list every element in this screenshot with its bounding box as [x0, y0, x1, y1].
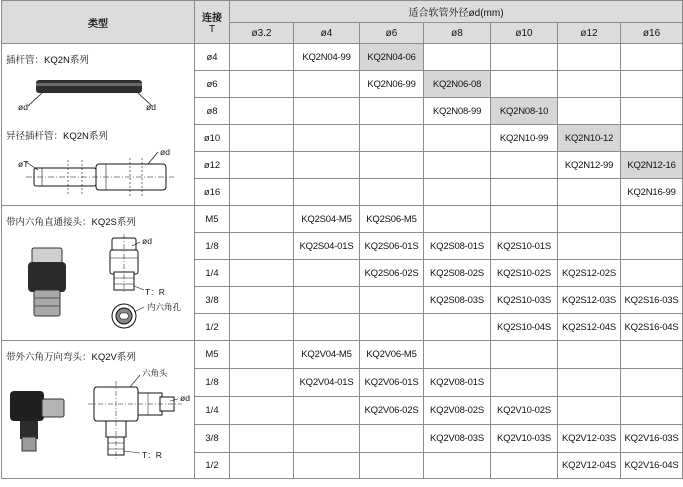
- empty-cell: [491, 71, 558, 98]
- part-number-cell: KQ2S12-03S: [558, 287, 621, 314]
- empty-cell: [621, 369, 683, 397]
- empty-cell: [491, 341, 558, 369]
- empty-cell: [491, 206, 558, 233]
- empty-cell: [230, 206, 294, 233]
- part-number-cell: KQ2N08-99: [424, 98, 491, 125]
- empty-cell: [558, 98, 621, 125]
- dimension-label: ød: [142, 236, 152, 246]
- part-number-cell: KQ2S08-03S: [424, 287, 491, 314]
- tube-size-header: ø4: [294, 23, 360, 44]
- empty-cell: [424, 314, 491, 341]
- connection-size-cell: 3/8: [195, 425, 230, 453]
- empty-cell: [230, 341, 294, 369]
- connection-size-cell: ø6: [195, 71, 230, 98]
- empty-cell: [230, 152, 294, 179]
- connection-size-cell: ø8: [195, 98, 230, 125]
- dimension-label: T：R: [145, 287, 165, 297]
- empty-cell: [360, 453, 424, 479]
- connection-size-cell: 1/4: [195, 397, 230, 425]
- empty-cell: [621, 260, 683, 287]
- empty-cell: [558, 369, 621, 397]
- empty-cell: [621, 44, 683, 71]
- empty-cell: [294, 260, 360, 287]
- part-number-cell: KQ2N10-99: [491, 125, 558, 152]
- connection-size-cell: 1/8: [195, 233, 230, 260]
- part-number-cell: KQ2N06-08: [424, 71, 491, 98]
- connection-size-cell: 1/8: [195, 369, 230, 397]
- empty-cell: [424, 44, 491, 71]
- dimension-label: 内六角孔: [147, 302, 182, 312]
- empty-cell: [294, 314, 360, 341]
- series-title: 插杆管：KQ2N系列: [6, 55, 89, 66]
- empty-cell: [558, 206, 621, 233]
- empty-cell: [294, 425, 360, 453]
- series-title: 异径插杆管：KQ2N系列: [6, 131, 108, 142]
- connection-size-cell: 1/2: [195, 314, 230, 341]
- connection-size-cell: M5: [195, 341, 230, 369]
- connection-header-line-1: 连接: [202, 13, 222, 24]
- empty-cell: [360, 152, 424, 179]
- part-number-cell: KQ2N12-99: [558, 152, 621, 179]
- part-number-cell: KQ2V08-02S: [424, 397, 491, 425]
- part-number-cell: KQ2V10-03S: [491, 425, 558, 453]
- tube-size-header: ø8: [424, 23, 491, 44]
- empty-cell: [230, 98, 294, 125]
- part-number-cell: KQ2N10-12: [558, 125, 621, 152]
- dimension-label: T：R: [142, 450, 162, 460]
- empty-cell: [230, 260, 294, 287]
- series-title: 带外六角万向弯头：KQ2V系列: [6, 352, 136, 363]
- empty-cell: [230, 314, 294, 341]
- connection-size-cell: 3/8: [195, 287, 230, 314]
- type-column-header: 类型: [2, 1, 195, 44]
- part-number-cell: KQ2V10-02S: [491, 397, 558, 425]
- part-number-cell: KQ2V06-02S: [360, 397, 424, 425]
- part-number-cell: KQ2S12-02S: [558, 260, 621, 287]
- empty-cell: [558, 341, 621, 369]
- tube-size-header: ø16: [621, 23, 683, 44]
- part-number-cell: KQ2S06-01S: [360, 233, 424, 260]
- empty-cell: [294, 397, 360, 425]
- empty-cell: [621, 397, 683, 425]
- empty-cell: [294, 152, 360, 179]
- part-number-cell: KQ2N12-16: [621, 152, 683, 179]
- part-number-cell: KQ2S10-01S: [491, 233, 558, 260]
- table-row: [2, 44, 683, 71]
- empty-cell: [621, 71, 683, 98]
- empty-cell: [230, 233, 294, 260]
- empty-cell: [230, 125, 294, 152]
- part-number-cell: KQ2S10-04S: [491, 314, 558, 341]
- table-row: [2, 206, 683, 233]
- tube-size-header: ø12: [558, 23, 621, 44]
- empty-cell: [360, 425, 424, 453]
- dimension-label: 六角头: [142, 368, 168, 378]
- empty-cell: [294, 98, 360, 125]
- type-cell-kq2v: [2, 341, 195, 479]
- empty-cell: [230, 425, 294, 453]
- empty-cell: [360, 98, 424, 125]
- tube-od-header: 适合软管外径ød(mm): [230, 1, 683, 23]
- empty-cell: [558, 179, 621, 206]
- part-number-cell: KQ2V12-03S: [558, 425, 621, 453]
- connection-size-cell: ø4: [195, 44, 230, 71]
- part-number-cell: KQ2N16-99: [621, 179, 683, 206]
- dimension-label: ød: [18, 102, 28, 112]
- tube-size-header: ø10: [491, 23, 558, 44]
- dimension-label: ød: [180, 393, 190, 403]
- tube-size-header: ø3.2: [230, 23, 294, 44]
- empty-cell: [230, 44, 294, 71]
- empty-cell: [230, 369, 294, 397]
- empty-cell: [621, 206, 683, 233]
- empty-cell: [294, 71, 360, 98]
- series-title: 带内六角直通接头：KQ2S系列: [6, 217, 136, 228]
- part-number-cell: KQ2N04-06: [360, 44, 424, 71]
- empty-cell: [360, 314, 424, 341]
- part-number-cell: KQ2N04-99: [294, 44, 360, 71]
- part-number-cell: KQ2S08-01S: [424, 233, 491, 260]
- empty-cell: [230, 397, 294, 425]
- empty-cell: [558, 233, 621, 260]
- part-number-cell: KQ2V06-M5: [360, 341, 424, 369]
- part-number-cell: KQ2S10-02S: [491, 260, 558, 287]
- dimension-label: øT: [18, 159, 29, 169]
- empty-cell: [424, 453, 491, 479]
- part-number-cell: KQ2V12-04S: [558, 453, 621, 479]
- part-number-cell: KQ2S10-03S: [491, 287, 558, 314]
- connection-size-cell: ø12: [195, 152, 230, 179]
- fitting-spec-table: [1, 0, 683, 479]
- part-number-cell: KQ2S06-02S: [360, 260, 424, 287]
- empty-cell: [230, 179, 294, 206]
- empty-cell: [558, 71, 621, 98]
- connection-size-cell: 1/2: [195, 453, 230, 479]
- type-cell-kq2n: [2, 44, 195, 206]
- empty-cell: [424, 206, 491, 233]
- empty-cell: [360, 287, 424, 314]
- empty-cell: [294, 287, 360, 314]
- connection-size-cell: ø10: [195, 125, 230, 152]
- part-number-cell: KQ2S04-M5: [294, 206, 360, 233]
- fitting-illustration-kq2n: [2, 44, 191, 206]
- part-number-cell: KQ2V04-01S: [294, 369, 360, 397]
- empty-cell: [558, 44, 621, 71]
- empty-cell: [230, 287, 294, 314]
- empty-cell: [424, 125, 491, 152]
- part-number-cell: KQ2V16-03S: [621, 425, 683, 453]
- empty-cell: [491, 369, 558, 397]
- empty-cell: [294, 179, 360, 206]
- empty-cell: [230, 453, 294, 479]
- connection-size-cell: M5: [195, 206, 230, 233]
- connection-header-line-2: T: [208, 24, 216, 35]
- part-number-cell: KQ2S12-04S: [558, 314, 621, 341]
- empty-cell: [621, 233, 683, 260]
- empty-cell: [491, 44, 558, 71]
- empty-cell: [558, 397, 621, 425]
- tube-size-header: ø6: [360, 23, 424, 44]
- empty-cell: [294, 453, 360, 479]
- empty-cell: [621, 341, 683, 369]
- empty-cell: [294, 125, 360, 152]
- dimension-label: ød: [146, 102, 156, 112]
- part-number-cell: KQ2V04-M5: [294, 341, 360, 369]
- empty-cell: [424, 341, 491, 369]
- part-number-cell: KQ2S16-03S: [621, 287, 683, 314]
- empty-cell: [360, 179, 424, 206]
- empty-cell: [424, 179, 491, 206]
- type-cell-kq2s: [2, 206, 195, 341]
- empty-cell: [621, 98, 683, 125]
- table-row: [2, 341, 683, 369]
- connection-size-cell: 1/4: [195, 260, 230, 287]
- empty-cell: [230, 71, 294, 98]
- connection-size-cell: ø16: [195, 179, 230, 206]
- empty-cell: [491, 179, 558, 206]
- empty-cell: [491, 152, 558, 179]
- part-number-cell: KQ2S04-01S: [294, 233, 360, 260]
- connection-column-header: [195, 1, 230, 44]
- part-number-cell: KQ2V08-03S: [424, 425, 491, 453]
- part-number-cell: KQ2S06-M5: [360, 206, 424, 233]
- empty-cell: [621, 125, 683, 152]
- part-number-cell: KQ2V08-01S: [424, 369, 491, 397]
- empty-cell: [360, 125, 424, 152]
- fitting-spec-sheet: [1, 0, 682, 487]
- part-number-cell: KQ2V16-04S: [621, 453, 683, 479]
- part-number-cell: KQ2S16-04S: [621, 314, 683, 341]
- empty-cell: [424, 152, 491, 179]
- part-number-cell: KQ2V06-01S: [360, 369, 424, 397]
- part-number-cell: KQ2N06-99: [360, 71, 424, 98]
- part-number-cell: KQ2S08-02S: [424, 260, 491, 287]
- empty-cell: [491, 453, 558, 479]
- part-number-cell: KQ2N08-10: [491, 98, 558, 125]
- dimension-label: ød: [160, 147, 170, 157]
